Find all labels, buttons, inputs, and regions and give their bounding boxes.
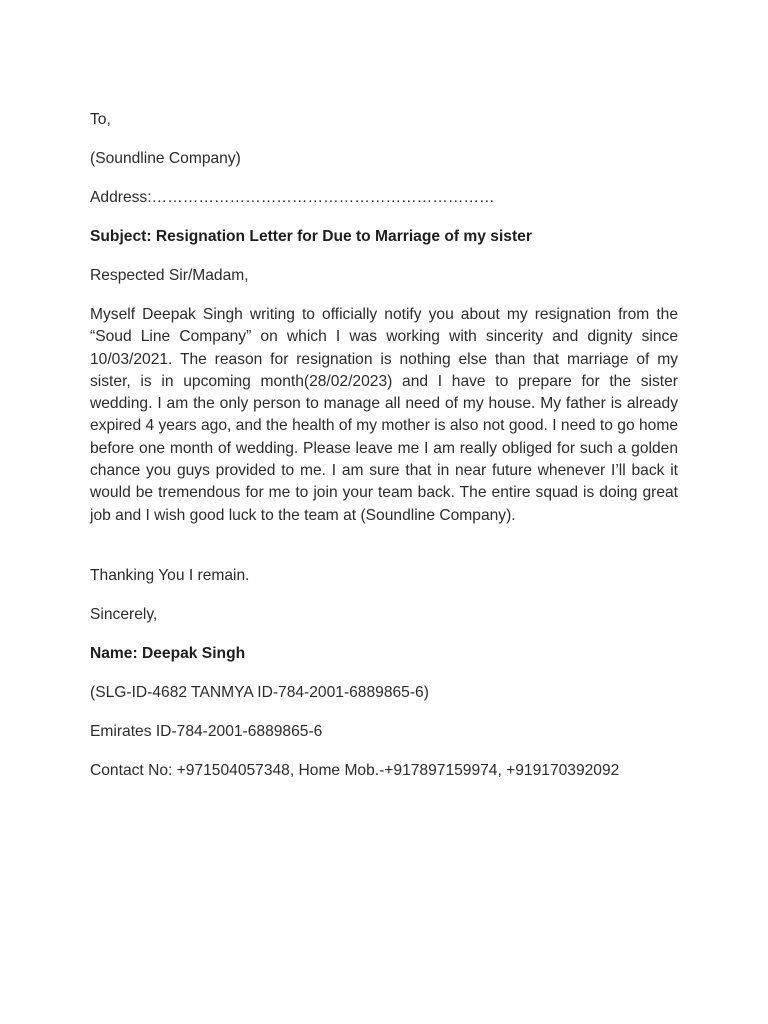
sender-contact: Contact No: +971504057348, Home Mob.-+917897159974, +919170392092 — [90, 762, 620, 779]
recipient-address: Address:………………………………………………………… — [90, 189, 495, 206]
sender-ids: (SLG-ID-4682 TANMYA ID-784-2001-6889865-6) — [90, 684, 429, 701]
letter-subject: Subject: Resignation Letter for Due to Marriage of my sister — [90, 228, 532, 245]
letter-salutation: Respected Sir/Madam, — [90, 267, 249, 284]
sender-emirates-id: Emirates ID-784-2001-6889865-6 — [90, 723, 323, 740]
recipient-to: To, — [90, 111, 111, 128]
letter-closing: Sincerely, — [90, 606, 158, 623]
sender-name: Name: Deepak Singh — [90, 645, 246, 662]
letter-thanking: Thanking You I remain. — [90, 567, 250, 584]
letter-body: Myself Deepak Singh writing to officially notify you about my resignation from the “Soud Line Company” on which I was working with sincerity and dignity since 10/03/2021. The reason for resignation is nothing else than that marriage of my sister, is in upcoming month(28/02/2023) and I have to prepare for the sister wedding. I am the only person to manage all need of my house. My father is already expired 4 years ago, and the health of my mother is also not good. I need to go home before one month of wedding. Please leave me I am really obliged for such a golden chance you guys provided to me. I am sure that in near future whenever I’ll back it would be tremendous for me to join your team back. The entire squad is doing great job and I wish good luck to the team at (Soundline Company). — [90, 306, 678, 524]
recipient-company: (Soundline Company) — [90, 150, 241, 167]
